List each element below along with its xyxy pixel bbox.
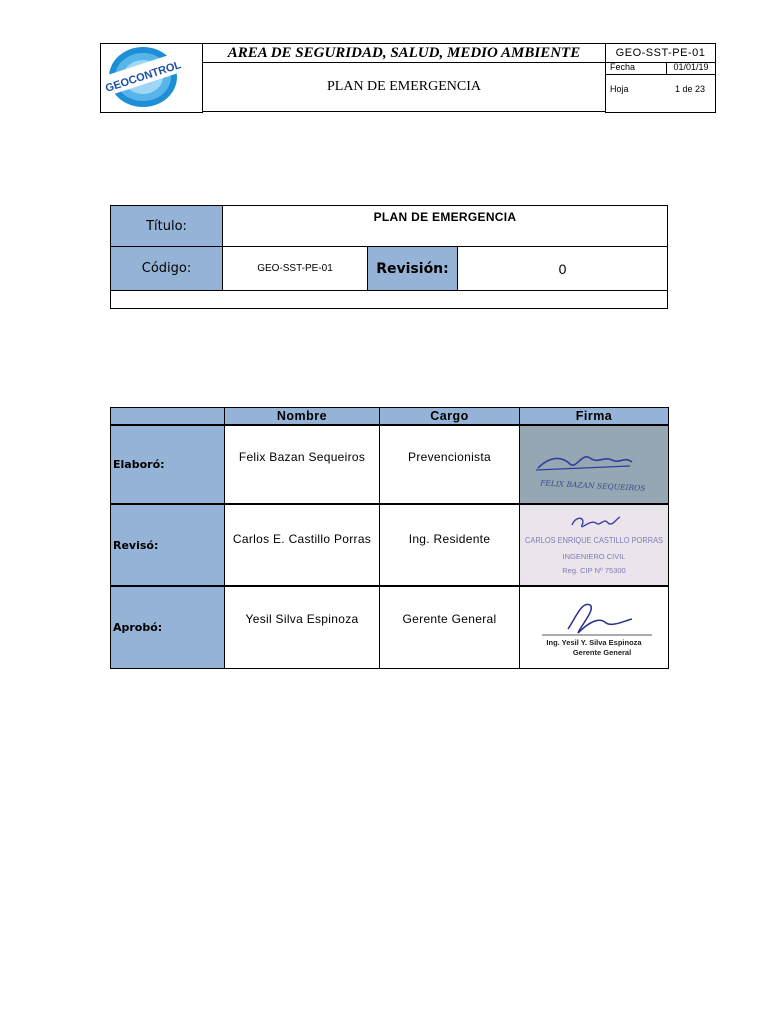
stamp-line-3: Reg. CIP Nº 75300 [562, 566, 626, 575]
area-title: AREA DE SEGURIDAD, SALUD, MEDIO AMBIENTE [202, 43, 606, 63]
titulo-value: PLAN DE EMERGENCIA [223, 206, 667, 247]
stamp-line-2: INGENIERO CIVIL [562, 552, 626, 561]
codigo-label: Código: [111, 247, 223, 291]
cargo-reviso: Ing. Residente [380, 505, 520, 587]
hoja-value: 1 de 23 [674, 84, 706, 94]
fecha-row [606, 62, 715, 75]
title-table [110, 205, 668, 309]
signature-felix-text: FELIX BAZAN SEQUEIROS [539, 478, 646, 493]
signature-yesil-line-2: Gerente General [572, 648, 632, 657]
fecha-label: Fecha [610, 62, 636, 72]
row-label-reviso: Revisó: [111, 505, 225, 587]
signature-table [110, 407, 669, 669]
revision-label: Revisión: [368, 247, 458, 291]
firma-aprobo [520, 587, 668, 668]
signature-image-felix [520, 426, 668, 505]
logo-text: GEOCONTROL [103, 59, 183, 95]
titulo-label: Título: [111, 206, 223, 247]
revision-value: 0 [458, 247, 667, 291]
firma-reviso [520, 505, 668, 587]
column-header-firma: Firma [520, 408, 668, 426]
header-logo-cell [100, 43, 203, 113]
hoja-row [606, 84, 715, 98]
document-code: GEO-SST-PE-01 [606, 44, 715, 63]
header-info-box [605, 43, 716, 113]
fecha-value: 01/01/19 [666, 62, 715, 74]
nombre-reviso: Carlos E. Castillo Porras [225, 505, 380, 587]
stamp-line-1: CARLOS ENRIQUE CASTILLO PORRAS [525, 535, 664, 545]
cargo-aprobo: Gerente General [380, 587, 520, 668]
document-title: PLAN DE EMERGENCIA [202, 62, 606, 112]
signature-yesil-line-1: Ing. Yesil Y. Silva Espinoza [546, 638, 642, 647]
signature-stamp-carlos [520, 505, 668, 587]
column-header-cargo: Cargo [380, 408, 520, 426]
signature-image-yesil [520, 587, 668, 668]
row-label-elaboro: Elaboró: [111, 426, 225, 505]
header-corner-cell [111, 408, 225, 426]
nombre-aprobo: Yesil Silva Espinoza [225, 587, 380, 668]
geocontrol-logo [101, 44, 202, 112]
cargo-elaboro: Prevencionista [380, 426, 520, 505]
row-label-aprobo: Aprobó: [111, 587, 225, 668]
column-header-nombre: Nombre [225, 408, 380, 426]
nombre-elaboro: Felix Bazan Sequeiros [225, 426, 380, 505]
firma-elaboro [520, 426, 668, 505]
codigo-value: GEO-SST-PE-01 [223, 247, 368, 291]
hoja-label: Hoja [610, 84, 629, 94]
